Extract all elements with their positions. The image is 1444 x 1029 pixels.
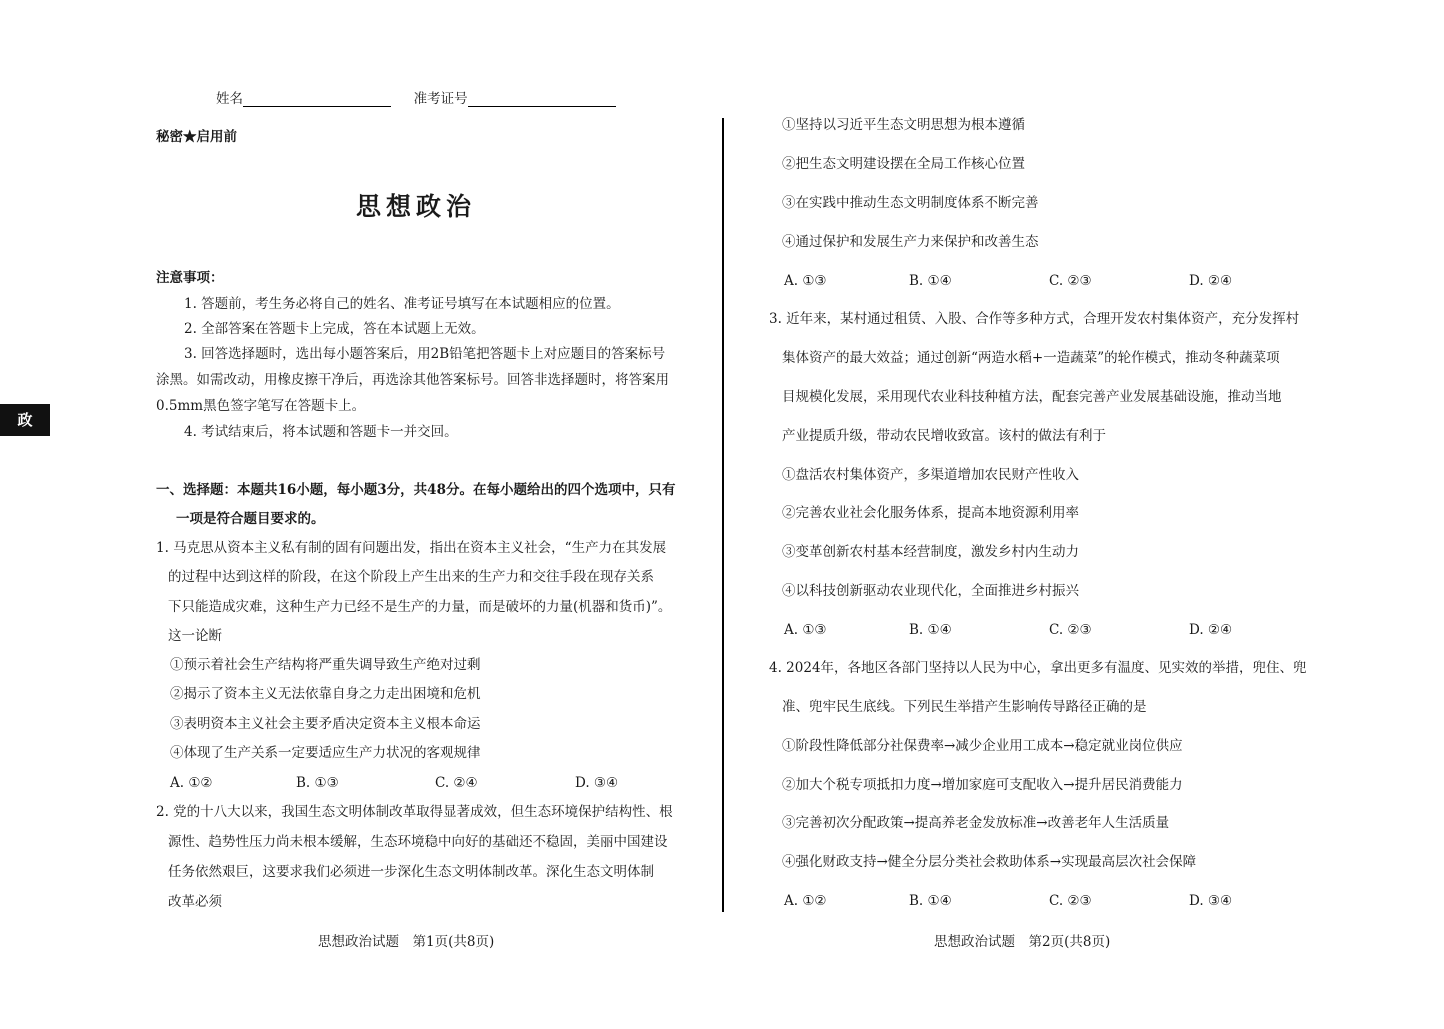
q1-option-d: D. ③④	[575, 775, 619, 791]
notice-item: 2. 全部答案在答题卡上完成，答在本试题上无效。	[184, 321, 485, 337]
q3-stem: 3. 近年来，某村通过租赁、入股、合作等多种方式，合理开发农村集体资产，充分发挥村	[769, 311, 1300, 327]
section-heading: 一、选择题：本题共16小题，每小题3分，共48分。在每小题给出的四个选项中，只有	[156, 482, 676, 498]
q1-item: ②揭示了资本主义无法依靠自身之力走出困境和危机	[170, 686, 481, 702]
q2-item: ③在实践中推动生态文明制度体系不断完善	[782, 195, 1039, 211]
column-divider	[722, 118, 724, 912]
q2-item: ②把生态文明建设摆在全局工作核心位置	[782, 156, 1025, 172]
footer-page-1: 思想政治试题 第1页(共8页)	[318, 934, 495, 950]
q1-stem: 1. 马克思从资本主义私有制的固有问题出发，指出在资本主义社会，“生产力在其发展	[156, 540, 667, 556]
q1-option-b: B. ①③	[296, 775, 339, 791]
footer-page-2: 思想政治试题 第2页(共8页)	[934, 934, 1111, 950]
section-heading-cont: 一项是符合题目要求的。	[176, 511, 325, 527]
secret-mark: 秘密★启用前	[156, 129, 237, 145]
q3-item: ④以科技创新驱动农业现代化，全面推进乡村振兴	[782, 583, 1079, 599]
q1-option-c: C. ②④	[435, 775, 478, 791]
name-field-row	[216, 91, 616, 107]
q4-item: ①阶段性降低部分社保费率→减少企业用工成本→稳定就业岗位供应	[782, 738, 1183, 754]
name-label: 姓名	[216, 91, 243, 107]
q2-item: ①坚持以习近平生态文明思想为根本遵循	[782, 117, 1025, 133]
q2-option-b: B. ①④	[909, 273, 952, 289]
q2-option-d: D. ②④	[1189, 273, 1233, 289]
name-blank	[243, 92, 391, 107]
q4-item: ④强化财政支持→健全分层分类社会救助体系→实现最高层次社会保障	[782, 854, 1197, 870]
q3-option-d: D. ②④	[1189, 622, 1233, 638]
exam-id-label: 准考证号	[413, 91, 468, 107]
q1-stem: 的过程中达到这样的阶段，在这个阶段上产生出来的生产力和交往手段在现存关系	[168, 569, 654, 585]
q1-option-a: A. ①②	[170, 775, 213, 791]
subject-side-tab: 政	[0, 404, 50, 436]
q3-option-c: C. ②③	[1049, 622, 1092, 638]
q2-option-a: A. ①③	[784, 273, 827, 289]
q4-option-c: C. ②③	[1049, 893, 1092, 909]
q3-item: ②完善农业社会化服务体系，提高本地资源利用率	[782, 505, 1079, 521]
exam-id-blank	[468, 92, 616, 107]
q3-item: ③变革创新农村基本经营制度，激发乡村内生动力	[782, 544, 1079, 560]
q2-item: ④通过保护和发展生产力来保护和改善生态	[782, 234, 1039, 250]
q1-item: ④体现了生产关系一定要适应生产力状况的客观规律	[170, 745, 481, 761]
q4-item: ③完善初次分配政策→提高养老金发放标准→改善老年人生活质量	[782, 815, 1170, 831]
notice-item: 1. 答题前，考生务必将自己的姓名、准考证号填写在本试题相应的位置。	[184, 296, 620, 312]
q4-option-b: B. ①④	[909, 893, 952, 909]
notice-item: 4. 考试结束后，将本试题和答题卡一并交回。	[184, 424, 458, 440]
q4-stem: 4. 2024年，各地区各部门坚持以人民为中心，拿出更多有温度、见实效的举措，兜住、兜	[769, 660, 1307, 676]
q4-stem: 准、兜牢民生底线。下列民生举措产生影响传导路径正确的是	[782, 699, 1147, 715]
q1-item: ③表明资本主义社会主要矛盾决定资本主义根本命运	[170, 716, 481, 732]
q3-stem: 产业提质升级，带动农民增收致富。该村的做法有利于	[782, 428, 1106, 444]
q1-stem: 下只能造成灾难，这种生产力已经不是生产的力量，而是破坏的力量(机器和货币)”。	[168, 599, 672, 615]
q3-option-b: B. ①④	[909, 622, 952, 638]
notice-item: 3. 回答选择题时，选出每小题答案后，用2B铅笔把答题卡上对应题目的答案标号	[184, 346, 666, 362]
q1-stem: 这一论断	[168, 628, 222, 644]
page-title: 思想政治	[356, 192, 477, 221]
q2-stem: 源性、趋势性压力尚未根本缓解，生态环境稳中向好的基础还不稳固，美丽中国建设	[168, 834, 668, 850]
q3-stem: 集体资产的最大效益；通过创新“两造水稻+一造蔬菜”的轮作模式，推动冬种蔬菜项	[782, 350, 1280, 366]
notice-item: 涂黑。如需改动，用橡皮擦干净后，再选涂其他答案标号。回答非选择题时，将答案用	[156, 372, 669, 388]
q3-option-a: A. ①③	[784, 622, 827, 638]
q2-stem: 2. 党的十八大以来，我国生态文明体制改革取得显著成效，但生态环境保护结构性、根	[156, 804, 673, 820]
q4-item: ②加大个税专项抵扣力度→增加家庭可支配收入→提升居民消费能力	[782, 777, 1183, 793]
q4-option-d: D. ③④	[1189, 893, 1233, 909]
q4-option-a: A. ①②	[784, 893, 827, 909]
q2-stem: 改革必须	[168, 894, 222, 910]
q2-stem: 任务依然艰巨，这要求我们必须进一步深化生态文明体制改革。深化生态文明体制	[168, 864, 654, 880]
q2-option-c: C. ②③	[1049, 273, 1092, 289]
notice-item: 0.5mm黑色签字笔写在答题卡上。	[156, 398, 366, 414]
q3-stem: 目规模化发展，采用现代农业科技种植方法，配套完善产业发展基础设施，推动当地	[782, 389, 1282, 405]
q3-item: ①盘活农村集体资产，多渠道增加农民财产性收入	[782, 467, 1079, 483]
q1-item: ①预示着社会生产结构将严重失调导致生产绝对过剩	[170, 657, 481, 673]
notice-heading: 注意事项：	[156, 270, 224, 286]
